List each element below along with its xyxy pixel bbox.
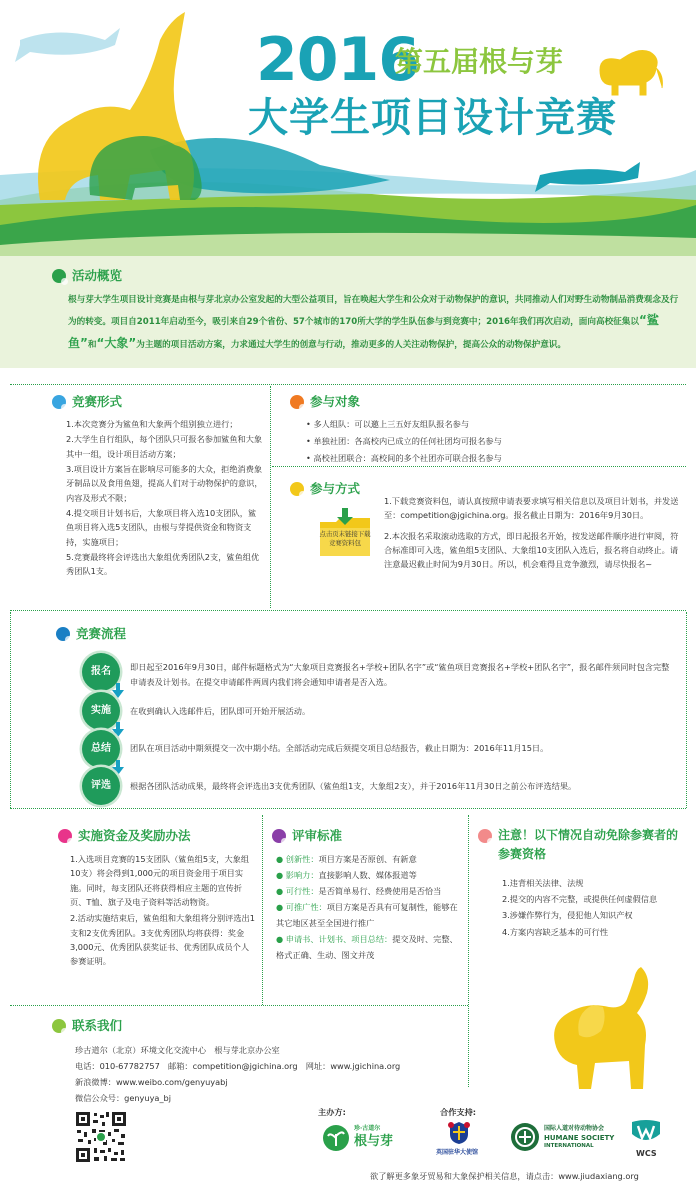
overview-and: 和 (87, 340, 97, 351)
step-implement-text: 在收到确认入选邮件后，团队即可开始开展活动。 (130, 706, 311, 716)
overview-heading (52, 266, 122, 285)
contact-title: 联系我们 (72, 1018, 123, 1033)
notice-dot-icon (478, 829, 492, 843)
format-heading (52, 392, 122, 411)
criteria-heading (272, 826, 342, 845)
step-summary-text: 团队在项目活动中期须提交一次中期小结。全部活动完成后须提交项目总结报告，截止日期为：2016年11月15日。 (130, 743, 549, 753)
roots-shoots-logo-icon (322, 1124, 350, 1152)
bullet: ● (276, 869, 286, 880)
step-register: 报名 (82, 653, 120, 691)
header-banner (0, 0, 696, 256)
method-item: 2.本次报名采取滚动选取的方式，即日起报名开始，按发送邮件顺序进行审阅，符合标准即可入选，鲨鱼组5支团队、大象组10支团队入选后，报名将自动终止。请注意最迟截止时间为9月30日。所以，机会难得且竞争激烈，请尽快报名~ (384, 530, 679, 570)
format-dot-icon (52, 395, 66, 409)
criteria-text: 项目方案是否具有可复制性，能够在其它地区甚至全国进行推广 (276, 901, 458, 928)
participants-item-text: 多人组队：可以邀上三五好友组队报名参与 (313, 419, 470, 429)
divider-vertical-1 (270, 386, 271, 608)
step-register-text: 即日起至2016年9月30日，邮件标题格式为“大象项目竞赛报名+学校+团队名字”或“鲨鱼项目竞赛报名+学校+团队名字”，报名邮件须同时包含完整申请表及计划书。在提交申请邮件两周内我们将会通知申请者是否入选。 (130, 662, 670, 688)
participants-heading (290, 392, 360, 411)
criteria-text: 项目方案是否原创、有新意 (318, 854, 417, 864)
divider-process-right (686, 612, 687, 808)
contact-heading (52, 1016, 122, 1035)
contact-weibo[interactable]: 新浪微博：www.weibo.com/genyuyabj (75, 1077, 228, 1087)
criteria-label: 可推广性： (285, 901, 327, 912)
bullet: • (306, 435, 311, 446)
criteria-item (276, 884, 462, 900)
bullet: • (306, 419, 311, 429)
divider-process-top (10, 610, 686, 611)
overview-elephant-highlight: “大象” (96, 336, 137, 351)
criteria-text: 直接影响人数、媒体报道等 (318, 869, 417, 880)
header-year: 2016 (256, 25, 419, 95)
participants-list (306, 417, 676, 468)
header-edition: 第五届根与芽 (395, 45, 564, 78)
divider-top (10, 384, 686, 385)
funding-heading (58, 826, 191, 845)
format-item: 3.项目设计方案旨在影响尽可能多的大众，拒绝消费象牙制品以及食用鱼翅，提高人们对于动物保护的意识，内容及形式不限； (66, 464, 263, 503)
notice-heading (478, 826, 688, 864)
overview-p2: 为主题的项目活动方案，力求通过大学生的创意与行动，推动更多的人关注动物保护，提高公众的动物保护意识。 (136, 340, 566, 351)
supporter-label: 合作支持: (440, 1107, 477, 1117)
bullet: ● (276, 885, 286, 896)
step-implement: 实施 (82, 692, 120, 730)
participants-item-text: 单独社团：各高校内已成立的任何社团均可报名参与 (313, 435, 502, 446)
participants-dot-icon (290, 395, 304, 409)
notice-title: 注意！以下情况自动免除参赛者的参赛资格 (498, 828, 679, 862)
divider-process-left (10, 612, 11, 808)
method-dot-icon (290, 482, 304, 496)
bullet: ● (276, 854, 286, 864)
format-list (66, 417, 264, 580)
british-embassy-crest-icon (446, 1120, 472, 1146)
embassy-text: 英国驻华大使馆 (436, 1149, 479, 1156)
divider-bottom (10, 1005, 468, 1006)
overview-text (68, 292, 684, 356)
format-title: 竞赛形式 (72, 394, 123, 409)
funding-list (70, 852, 256, 970)
divider-vertical-2 (262, 815, 263, 1005)
criteria-text: 是否简单易行、经费使用是否恰当 (318, 885, 442, 896)
process-title: 竞赛流程 (76, 626, 127, 641)
header-title: 大学生项目设计竞赛 (248, 95, 617, 141)
notice-item: 1.违背相关法律、法规 (502, 878, 584, 888)
hsi-cn-text: 国际人道对待动物协会 (544, 1125, 605, 1132)
criteria-label: 影响力： (285, 869, 319, 880)
wcs-text: WCS (636, 1149, 657, 1158)
roots-shoots-logo-small: 珍·古道尔 (354, 1125, 381, 1132)
step-summary: 总结 (82, 730, 120, 768)
hsi-en-text: HUMANE SOCIETY (544, 1134, 615, 1142)
process-heading (56, 624, 126, 643)
criteria-title: 评审标准 (292, 828, 343, 843)
criteria-label: 创新性： (285, 854, 319, 864)
funding-item: 1.入选项目竞赛的15支团队（鲨鱼组5支，大象组10支）将会得到1,000元的项目资金用于项目实施。同时，每支团队还将获得相应主题的宣传折页、T恤、旗子及电子资料等活动物资。 (70, 854, 250, 908)
divider-process-bottom (10, 808, 686, 809)
elephant-illustration (545, 965, 665, 1093)
participants-item (306, 451, 676, 467)
roots-shoots-logo-text: 根与芽 (354, 1134, 394, 1149)
organizer-label: 主办方: (318, 1107, 346, 1117)
criteria-text: 提交及时、完整、格式正确、生动、图文并茂 (276, 933, 458, 960)
participants-item (306, 417, 676, 433)
notice-item: 4.方案内容缺乏基本的可行性 (502, 926, 609, 937)
format-item: 4.提交项目计划书后，大象项目将入选10支团队，鲨鱼项目将入选5支团队，由根与芽提供资金和物资支持，实施项目； (66, 508, 257, 547)
criteria-label: 申请书、计划书、项目总结： (285, 933, 393, 944)
contact-org: 珍古道尔（北京）环境文化交流中心 根与芽北京办公室 (75, 1045, 280, 1055)
contact-wechat: 微信公众号：genyuya_bj (75, 1093, 172, 1103)
process-dot-icon (56, 627, 70, 641)
criteria-label: 可行性： (285, 885, 319, 896)
method-heading (290, 479, 360, 498)
bullet: • (306, 452, 311, 463)
method-list (384, 494, 680, 573)
participants-item (306, 434, 676, 450)
criteria-item (276, 852, 462, 868)
funding-dot-icon (58, 829, 72, 843)
criteria-item (276, 900, 462, 932)
divider-vertical-3 (468, 815, 469, 1087)
contact-phone-email-web[interactable]: 电话：010-67782757 邮箱：competition@jgichina.org 网址：www.jgichina.org (75, 1061, 401, 1071)
notice-item: 3.涉嫌作弊行为，侵犯他人知识产权 (502, 910, 633, 921)
notice-list (502, 876, 680, 941)
download-package-button[interactable] (318, 508, 372, 558)
funding-item: 2.活动实施结束后，鲨鱼组和大象组将分别评选出1支和2支优秀团队。3支优秀团队均将获得：奖金3,000元、优秀团队获奖证书、优秀团队成员个人参赛证明。 (70, 913, 255, 967)
funding-title: 实施资金及奖励办法 (78, 828, 191, 843)
criteria-item (276, 868, 462, 884)
step-review-text: 根据各团队活动成果，最终将会评选出3支优秀团队（鲨鱼组1支，大象组2支），并于2016年11月30日之前公布评选结果。 (130, 781, 577, 791)
method-title: 参与方式 (310, 481, 361, 496)
overview-title: 活动概览 (72, 268, 123, 283)
overview-dot-icon (52, 269, 66, 283)
contact-dot-icon (52, 1019, 66, 1033)
hsi-en2-text: INTERNATIONAL (544, 1143, 594, 1149)
format-item: 2.大学生自行组队，每个团队只可报名参加鲨鱼和大象其中一组，设计项目活动方案； (66, 434, 263, 459)
footer-note-link[interactable]: 欲了解更多象牙贸易和大象保护相关信息，请点击：www.jiudaxiang.org (370, 1171, 639, 1181)
hsi-logo-icon (510, 1122, 540, 1152)
download-label: 点击页末链接下载竞赛资料包 (319, 530, 371, 547)
wcs-logo-icon (630, 1120, 662, 1146)
bullet: ● (276, 901, 286, 912)
criteria-dot-icon (272, 829, 286, 843)
format-item: 1.本次竞赛分为鲨鱼和大象两个组别独立进行； (66, 419, 238, 429)
format-item: 5.竞赛最终将会评选出大象组优秀团队2支，鲨鱼组优秀团队1支。 (66, 552, 260, 577)
overview-p1: 根与芽大学生项目设计竞赛是由根与芽北京办公室发起的大型公益项目，旨在唤起大学生和公众对于动物保护的意识，共同推动人们对野生动物制品消费观念及行为的转变。项目自2011年启动至今，吸引来自29个省份、57个城市的170所大学的学生队伍参与到竞赛中；2016年我们再次启动，面向高校征集以 (68, 295, 679, 327)
notice-item: 2.提交的内容不完整，或提供任何虚假信息 (502, 894, 658, 905)
overview-shark-highlight: “鲨鱼” (68, 312, 659, 351)
step-review: 评选 (82, 767, 120, 805)
qr-code-icon (74, 1110, 128, 1164)
criteria-list (276, 852, 462, 964)
participants-title: 参与对象 (310, 394, 361, 409)
criteria-item (276, 932, 462, 964)
method-item: 1.下载竞赛资料包，请认真按照申请表要求填写相关信息以及项目计划书，并发送至：competition@jgichina.org。报名截止日期为：2016年9月30日。 (384, 496, 679, 521)
participants-item-text: 高校社团联合：高校间的多个社团亦可联合报名参与 (313, 452, 502, 463)
bullet: ● (276, 933, 286, 944)
